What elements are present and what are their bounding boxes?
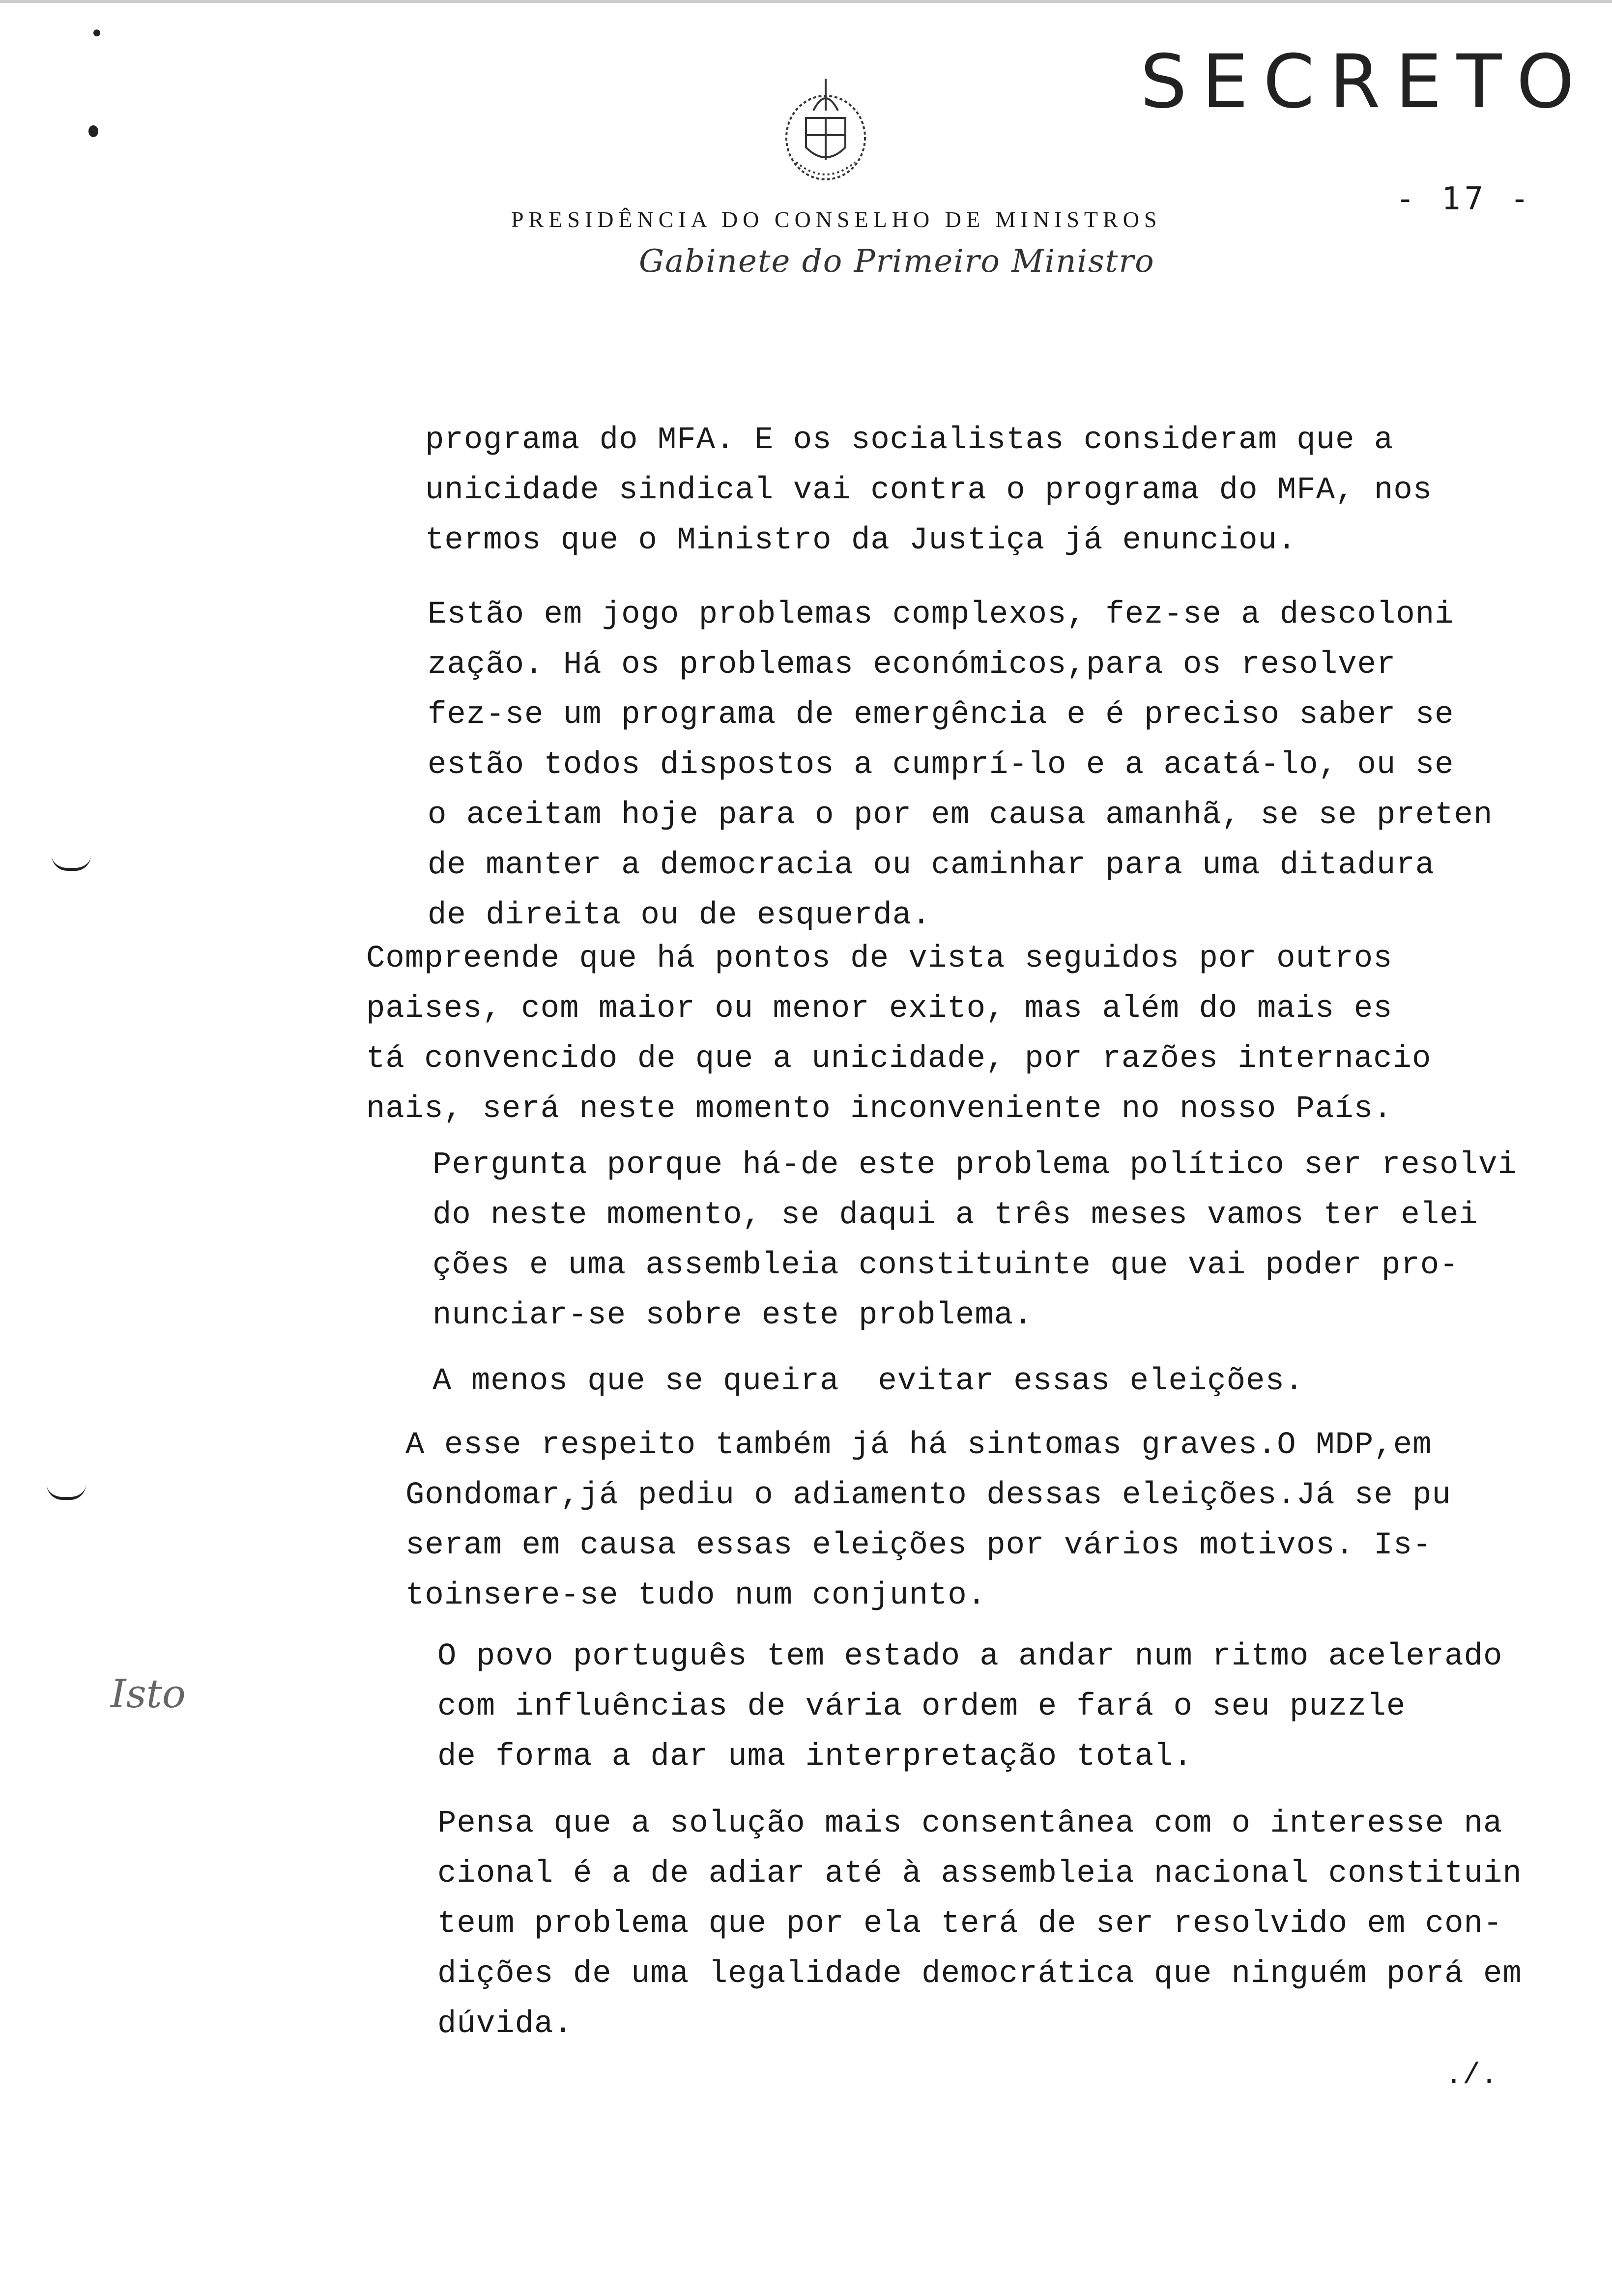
office-subheader: Gabinete do Primeiro Ministro [639,243,1155,280]
margin-dot [93,29,100,36]
paragraph: Pensa que a solução mais consentânea com o interesse na cional é a de adiar até à assembleia nacional constituin teum problema que por ela terá de ser resolvido em con- dições de uma legalidade democrática que ninguém porá em dúvida. [437,1806,1522,2042]
paragraph: programa do MFA. E os socialistas consideram que a unicidade sindical vai contra o programa do MFA, nos termos que o Ministro da Justiça já enunciou. [425,423,1433,558]
paragraph: A esse respeito também já há sintomas graves.O MDP,em Gondomar,já pediu o adiamento dessas eleições.Já se pu seram em causa essas eleições por vários motivos. Is- toinsere-se tudo num conjunto. [405,1428,1451,1613]
paragraph: O povo português tem estado a andar num ritmo acelerado com influências de vária ordem e fará o seu puzzle de forma a dar uma interpretação total. [437,1639,1503,1775]
institution-header: PRESIDÊNCIA DO CONSELHO DE MINISTROS [511,207,1162,232]
continuation-mark: ./. [1445,2059,1498,2093]
paragraph: Estão em jogo problemas complexos, fez-se a descoloni zação. Há os problemas económicos,para os resolver fez-se um programa de emergência e é preciso saber se estão todos dispostos a cumprí-lo e a acatá-lo, ou se o aceitam hoje para o por em causa amanhã, se se preten de manter a democracia ou caminhar para uma ditadura de direita ou de esquerda. [428,597,1493,933]
classification-stamp: SECRETO [1140,39,1589,125]
binder-hole-mark [52,855,91,871]
margin-handwriting: Isto [111,1671,186,1717]
paragraph: A menos que se queira evitar essas eleições. [432,1364,1304,1399]
binder-hole-mark [47,1484,86,1500]
margin-dot [88,125,98,137]
paragraph: Pergunta porque há-de este problema político ser resolvi do neste momento, se daqui a três meses vamos ter elei ções e uma assembleia constituinte que vai poder pro- nunciar-se sobre este problema. [432,1148,1517,1333]
top-scan-edge [0,0,1612,3]
paragraph: Compreende que há pontos de vista seguidos por outros paises, com maior ou menor exito, mas além do mais es tá convencido de que a unicidade, por razões internacio nais, será neste momento inconveniente no nosso País. [366,941,1432,1127]
page-number: - 17 - [1396,181,1533,217]
coat-of-arms-seal-icon [767,64,885,192]
